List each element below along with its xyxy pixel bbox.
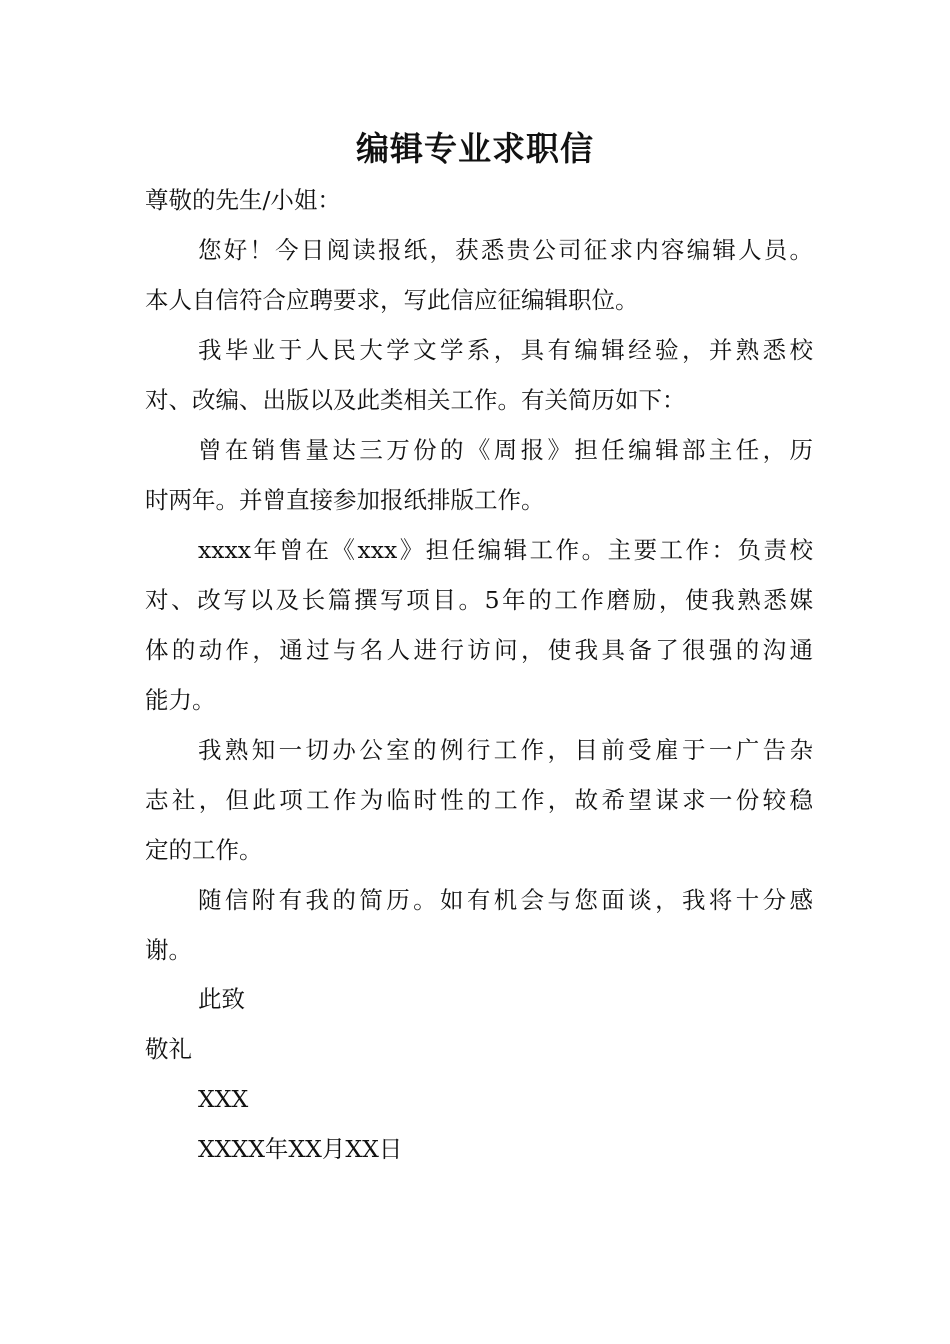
paragraph-line: 志社，但此项工作为临时性的工作，故希望谋求一份较稳 xyxy=(145,786,813,814)
paragraph-line: 随信附有我的简历。如有机会与您面谈，我将十分感 xyxy=(198,886,813,914)
paragraph-line: 能力。 xyxy=(145,686,216,714)
paragraph-line: 我熟知一切办公室的例行工作，目前受雇于一广告杂 xyxy=(198,736,813,764)
salutation: 尊敬的先生/小姐： xyxy=(145,186,341,214)
paragraph-line: 对、改写以及长篇撰写项目。5年的工作磨励，使我熟悉媒 xyxy=(145,586,813,614)
closing-regards: 敬礼 xyxy=(145,1035,192,1063)
paragraph-line: xxxx年曾在《xxx》担任编辑工作。主要工作：负责校 xyxy=(198,536,813,564)
paragraph-line: 对、改编、出版以及此类相关工作。有关简历如下： xyxy=(145,386,686,414)
page-title: 编辑专业求职信 xyxy=(356,129,594,168)
paragraph-line: 体的动作，通过与名人进行访问，使我具备了很强的沟通 xyxy=(145,636,813,664)
signature-name: XXX xyxy=(198,1085,249,1113)
paragraph-line: 本人自信符合应聘要求，写此信应征编辑职位。 xyxy=(145,286,639,314)
signature-date: XXXX年XX月XX日 xyxy=(198,1135,403,1163)
paragraph-line: 谢。 xyxy=(145,936,192,964)
paragraph-line: 我毕业于人民大学文学系，具有编辑经验，并熟悉校 xyxy=(198,336,813,364)
closing-phrase: 此致 xyxy=(198,985,245,1013)
paragraph-line: 曾在销售量达三万份的《周报》担任编辑部主任，历 xyxy=(198,436,813,464)
paragraph-line: 时两年。并曾直接参加报纸排版工作。 xyxy=(145,486,545,514)
paragraph-line: 定的工作。 xyxy=(145,836,263,864)
paragraph-line: 您好！今日阅读报纸，获悉贵公司征求内容编辑人员。 xyxy=(198,236,813,264)
